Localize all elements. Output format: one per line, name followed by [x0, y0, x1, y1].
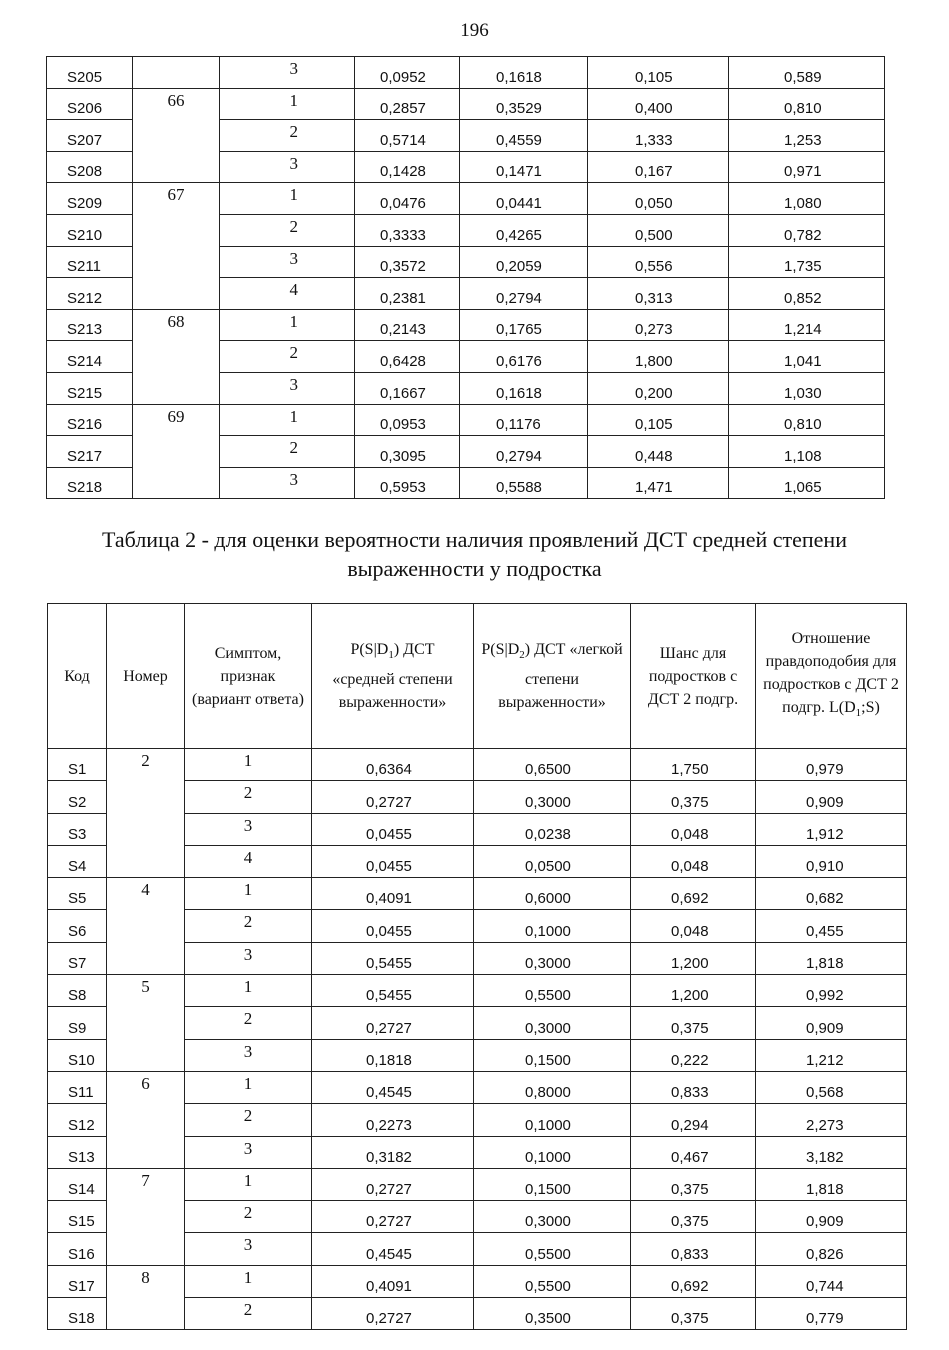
cell-code: S9: [48, 1007, 107, 1039]
cell-group-number: [133, 57, 220, 89]
cell-variant: 2: [185, 1104, 312, 1136]
cell-p-s-d2: 0,1765: [460, 309, 588, 341]
cell-likelihood-ratio: 0,909: [756, 1007, 907, 1039]
continuation-table: [46, 56, 885, 499]
cell-variant: 3: [185, 1233, 312, 1265]
cell-p-s-d2: 0,3500: [474, 1298, 631, 1330]
cell-odds: 1,471: [588, 467, 729, 499]
cell-likelihood-ratio: 0,810: [729, 88, 885, 120]
cell-likelihood-ratio: 1,253: [729, 120, 885, 152]
cell-likelihood-ratio: 0,909: [756, 1201, 907, 1233]
table2: [47, 603, 907, 1330]
cell-p-s-d2: 0,1000: [474, 910, 631, 942]
cell-variant: 4: [185, 845, 312, 877]
cell-code: S6: [48, 910, 107, 942]
cell-code: S214: [47, 341, 133, 373]
cell-likelihood-ratio: 0,682: [756, 878, 907, 910]
cell-p-s-d1: 0,0953: [355, 404, 460, 436]
header-p-s-d1: $P(S|D_1)$ ДСТ «средней степени выраженности»: [312, 604, 474, 749]
cell-odds: 0,500: [588, 214, 729, 246]
cell-p-s-d2: 0,5500: [474, 975, 631, 1007]
cell-group-number: 7: [107, 1168, 185, 1265]
cell-p-s-d2: 0,1000: [474, 1136, 631, 1168]
cell-odds: 0,375: [631, 1298, 756, 1330]
cell-variant: 4: [220, 278, 355, 310]
cell-p-s-d2: 0,1000: [474, 1104, 631, 1136]
cell-code: S8: [48, 975, 107, 1007]
cell-p-s-d1: 0,2727: [312, 1201, 474, 1233]
cell-likelihood-ratio: 1,212: [756, 1039, 907, 1071]
cell-p-s-d2: 0,3000: [474, 942, 631, 974]
table-row: [48, 749, 907, 781]
cell-likelihood-ratio: 0,779: [756, 1298, 907, 1330]
cell-odds: 0,400: [588, 88, 729, 120]
cell-p-s-d2: 0,2794: [460, 436, 588, 468]
cell-code: S16: [48, 1233, 107, 1265]
cell-p-s-d2: 0,5500: [474, 1233, 631, 1265]
header-code: Код: [48, 604, 107, 749]
cell-variant: 3: [185, 813, 312, 845]
cell-variant: 1: [185, 878, 312, 910]
table-row: [47, 57, 885, 89]
cell-p-s-d1: 0,1818: [312, 1039, 474, 1071]
cell-code: S11: [48, 1071, 107, 1103]
cell-variant: 2: [185, 1007, 312, 1039]
cell-likelihood-ratio: 0,979: [756, 749, 907, 781]
cell-p-s-d1: 0,4545: [312, 1071, 474, 1103]
cell-code: S7: [48, 942, 107, 974]
cell-code: S213: [47, 309, 133, 341]
cell-p-s-d1: 0,2381: [355, 278, 460, 310]
cell-code: S212: [47, 278, 133, 310]
cell-p-s-d2: 0,1500: [474, 1168, 631, 1200]
cell-p-s-d2: 0,2794: [460, 278, 588, 310]
table-row: [47, 183, 885, 215]
cell-group-number: 2: [107, 749, 185, 878]
cell-p-s-d1: 0,3572: [355, 246, 460, 278]
cell-p-s-d1: 0,0455: [312, 845, 474, 877]
cell-likelihood-ratio: 1,030: [729, 372, 885, 404]
cell-p-s-d2: 0,4265: [460, 214, 588, 246]
cell-p-s-d2: 0,4559: [460, 120, 588, 152]
cell-p-s-d1: 0,3182: [312, 1136, 474, 1168]
table-row: [48, 975, 907, 1007]
table2-title-line2: выраженности у подростка: [347, 556, 602, 581]
cell-variant: 2: [185, 781, 312, 813]
cell-p-s-d1: 0,5455: [312, 942, 474, 974]
cell-likelihood-ratio: 1,735: [729, 246, 885, 278]
cell-odds: 0,200: [588, 372, 729, 404]
cell-variant: 2: [220, 341, 355, 373]
cell-code: S217: [47, 436, 133, 468]
cell-variant: 3: [220, 246, 355, 278]
cell-code: S2: [48, 781, 107, 813]
cell-likelihood-ratio: 0,852: [729, 278, 885, 310]
cell-p-s-d2: 0,1500: [474, 1039, 631, 1071]
cell-variant: 1: [220, 309, 355, 341]
cell-likelihood-ratio: 0,568: [756, 1071, 907, 1103]
cell-variant: 1: [185, 1265, 312, 1297]
cell-likelihood-ratio: 0,826: [756, 1233, 907, 1265]
cell-variant: 2: [220, 214, 355, 246]
cell-variant: 3: [220, 372, 355, 404]
cell-p-s-d1: 0,5953: [355, 467, 460, 499]
cell-code: S5: [48, 878, 107, 910]
cell-odds: 0,050: [588, 183, 729, 215]
cell-odds: 1,200: [631, 975, 756, 1007]
cell-variant: 3: [220, 57, 355, 89]
header-p-s-d2: $P(S|D_2)$ ДСТ «легкой степени выраженности»: [474, 604, 631, 749]
cell-likelihood-ratio: 1,214: [729, 309, 885, 341]
cell-likelihood-ratio: 0,589: [729, 57, 885, 89]
cell-odds: 1,750: [631, 749, 756, 781]
cell-odds: 0,556: [588, 246, 729, 278]
cell-p-s-d1: 0,6364: [312, 749, 474, 781]
cell-variant: 1: [185, 975, 312, 1007]
cell-p-s-d1: 0,5455: [312, 975, 474, 1007]
header-symptom: Симптом, признак (вариант ответа): [185, 604, 312, 749]
cell-code: S13: [48, 1136, 107, 1168]
cell-likelihood-ratio: 0,810: [729, 404, 885, 436]
cell-odds: 1,333: [588, 120, 729, 152]
cell-p-s-d1: 0,4545: [312, 1233, 474, 1265]
cell-variant: 1: [220, 404, 355, 436]
cell-variant: 2: [220, 120, 355, 152]
cell-code: S17: [48, 1265, 107, 1297]
cell-likelihood-ratio: 0,909: [756, 781, 907, 813]
cell-code: S215: [47, 372, 133, 404]
cell-odds: 0,105: [588, 404, 729, 436]
cell-odds: 0,273: [588, 309, 729, 341]
cell-p-s-d2: 0,3000: [474, 781, 631, 813]
cell-odds: 0,294: [631, 1104, 756, 1136]
table-row: [47, 404, 885, 436]
cell-group-number: 68: [133, 309, 220, 404]
cell-variant: 3: [220, 151, 355, 183]
cell-p-s-d2: 0,1176: [460, 404, 588, 436]
cell-likelihood-ratio: 0,910: [756, 845, 907, 877]
cell-likelihood-ratio: 1,080: [729, 183, 885, 215]
cell-p-s-d1: 0,6428: [355, 341, 460, 373]
cell-p-s-d2: 0,2059: [460, 246, 588, 278]
cell-group-number: 4: [107, 878, 185, 975]
cell-variant: 1: [220, 183, 355, 215]
cell-code: S4: [48, 845, 107, 877]
cell-p-s-d2: 0,3529: [460, 88, 588, 120]
cell-p-s-d1: 0,3095: [355, 436, 460, 468]
cell-p-s-d1: 0,2727: [312, 1298, 474, 1330]
cell-group-number: 67: [133, 183, 220, 309]
cell-variant: 3: [185, 942, 312, 974]
cell-odds: 0,313: [588, 278, 729, 310]
cell-likelihood-ratio: 3,182: [756, 1136, 907, 1168]
header-odds: Шанс для подростков с ДСТ 2 подгр.: [631, 604, 756, 749]
cell-p-s-d1: 0,1667: [355, 372, 460, 404]
cell-code: S3: [48, 813, 107, 845]
table-row: [48, 1265, 907, 1297]
table-row: [47, 88, 885, 120]
cell-odds: 0,048: [631, 813, 756, 845]
cell-p-s-d1: 0,0455: [312, 910, 474, 942]
cell-group-number: 8: [107, 1265, 185, 1330]
cell-code: S12: [48, 1104, 107, 1136]
cell-p-s-d1: 0,2727: [312, 1007, 474, 1039]
cell-p-s-d2: 0,5588: [460, 467, 588, 499]
cell-likelihood-ratio: 0,971: [729, 151, 885, 183]
cell-p-s-d2: 0,1618: [460, 372, 588, 404]
cell-variant: 3: [185, 1136, 312, 1168]
cell-variant: 3: [185, 1039, 312, 1071]
cell-likelihood-ratio: 1,065: [729, 467, 885, 499]
cell-group-number: 69: [133, 404, 220, 499]
cell-odds: 0,167: [588, 151, 729, 183]
cell-odds: 0,048: [631, 910, 756, 942]
cell-p-s-d2: 0,0500: [474, 845, 631, 877]
cell-code: S218: [47, 467, 133, 499]
cell-odds: 0,105: [588, 57, 729, 89]
cell-p-s-d2: 0,0441: [460, 183, 588, 215]
cell-group-number: 66: [133, 88, 220, 183]
page-number: 196: [460, 20, 489, 41]
cell-likelihood-ratio: 2,273: [756, 1104, 907, 1136]
cell-odds: 0,692: [631, 878, 756, 910]
cell-group-number: 6: [107, 1071, 185, 1168]
cell-p-s-d1: 0,2857: [355, 88, 460, 120]
cell-variant: 1: [185, 749, 312, 781]
cell-odds: 0,375: [631, 781, 756, 813]
cell-likelihood-ratio: 1,041: [729, 341, 885, 373]
table-row: [48, 1071, 907, 1103]
header-number: Номер: [107, 604, 185, 749]
cell-code: S211: [47, 246, 133, 278]
cell-code: S206: [47, 88, 133, 120]
cell-p-s-d1: 0,2727: [312, 781, 474, 813]
cell-code: S216: [47, 404, 133, 436]
cell-odds: 1,200: [631, 942, 756, 974]
cell-variant: 1: [220, 88, 355, 120]
cell-likelihood-ratio: 0,455: [756, 910, 907, 942]
cell-code: S10: [48, 1039, 107, 1071]
cell-code: S207: [47, 120, 133, 152]
cell-odds: 0,833: [631, 1233, 756, 1265]
cell-variant: 2: [220, 436, 355, 468]
cell-odds: 0,375: [631, 1168, 756, 1200]
table-row: [47, 309, 885, 341]
cell-likelihood-ratio: 0,782: [729, 214, 885, 246]
cell-odds: 0,833: [631, 1071, 756, 1103]
cell-likelihood-ratio: 1,912: [756, 813, 907, 845]
cell-likelihood-ratio: 1,108: [729, 436, 885, 468]
cell-likelihood-ratio: 0,744: [756, 1265, 907, 1297]
cell-p-s-d1: 0,2273: [312, 1104, 474, 1136]
cell-odds: 0,048: [631, 845, 756, 877]
cell-p-s-d2: 0,0238: [474, 813, 631, 845]
cell-code: S208: [47, 151, 133, 183]
cell-likelihood-ratio: 1,818: [756, 942, 907, 974]
cell-p-s-d2: 0,1471: [460, 151, 588, 183]
cell-p-s-d1: 0,3333: [355, 214, 460, 246]
cell-p-s-d1: 0,4091: [312, 878, 474, 910]
cell-code: S14: [48, 1168, 107, 1200]
cell-p-s-d1: 0,1428: [355, 151, 460, 183]
table2-title: [0, 525, 949, 583]
cell-p-s-d1: 0,4091: [312, 1265, 474, 1297]
cell-p-s-d1: 0,0455: [312, 813, 474, 845]
cell-variant: 2: [185, 910, 312, 942]
cell-odds: 0,448: [588, 436, 729, 468]
cell-p-s-d1: 0,0476: [355, 183, 460, 215]
cell-p-s-d2: 0,1618: [460, 57, 588, 89]
cell-variant: 1: [185, 1071, 312, 1103]
cell-odds: 0,467: [631, 1136, 756, 1168]
cell-code: S15: [48, 1201, 107, 1233]
cell-variant: 3: [220, 467, 355, 499]
cell-likelihood-ratio: 0,992: [756, 975, 907, 1007]
cell-p-s-d1: 0,2727: [312, 1168, 474, 1200]
cell-p-s-d2: 0,3000: [474, 1201, 631, 1233]
table2-title-line1: Таблица 2 - для оценки вероятности наличия проявлений ДСТ средней степени: [102, 527, 847, 552]
cell-p-s-d1: 0,5714: [355, 120, 460, 152]
cell-p-s-d2: 0,6500: [474, 749, 631, 781]
cell-odds: 0,222: [631, 1039, 756, 1071]
cell-code: S18: [48, 1298, 107, 1330]
cell-code: S205: [47, 57, 133, 89]
cell-code: S210: [47, 214, 133, 246]
cell-p-s-d2: 0,8000: [474, 1071, 631, 1103]
table2-header-row: [48, 604, 907, 749]
header-likelihood-ratio: Отношение правдоподобия для подростков с ДСТ 2 подгр. $L(D_1;S)$: [756, 604, 907, 749]
cell-p-s-d2: 0,3000: [474, 1007, 631, 1039]
cell-p-s-d2: 0,6176: [460, 341, 588, 373]
cell-odds: 0,375: [631, 1201, 756, 1233]
cell-likelihood-ratio: 1,818: [756, 1168, 907, 1200]
cell-code: S209: [47, 183, 133, 215]
cell-odds: 0,375: [631, 1007, 756, 1039]
cell-variant: 2: [185, 1298, 312, 1330]
cell-odds: 1,800: [588, 341, 729, 373]
cell-group-number: 5: [107, 975, 185, 1072]
cell-odds: 0,692: [631, 1265, 756, 1297]
cell-p-s-d1: 0,0952: [355, 57, 460, 89]
cell-p-s-d2: 0,6000: [474, 878, 631, 910]
cell-variant: 1: [185, 1168, 312, 1200]
table-row: [48, 878, 907, 910]
cell-p-s-d2: 0,5500: [474, 1265, 631, 1297]
cell-variant: 2: [185, 1201, 312, 1233]
table-row: [48, 1168, 907, 1200]
cell-p-s-d1: 0,2143: [355, 309, 460, 341]
cell-code: S1: [48, 749, 107, 781]
